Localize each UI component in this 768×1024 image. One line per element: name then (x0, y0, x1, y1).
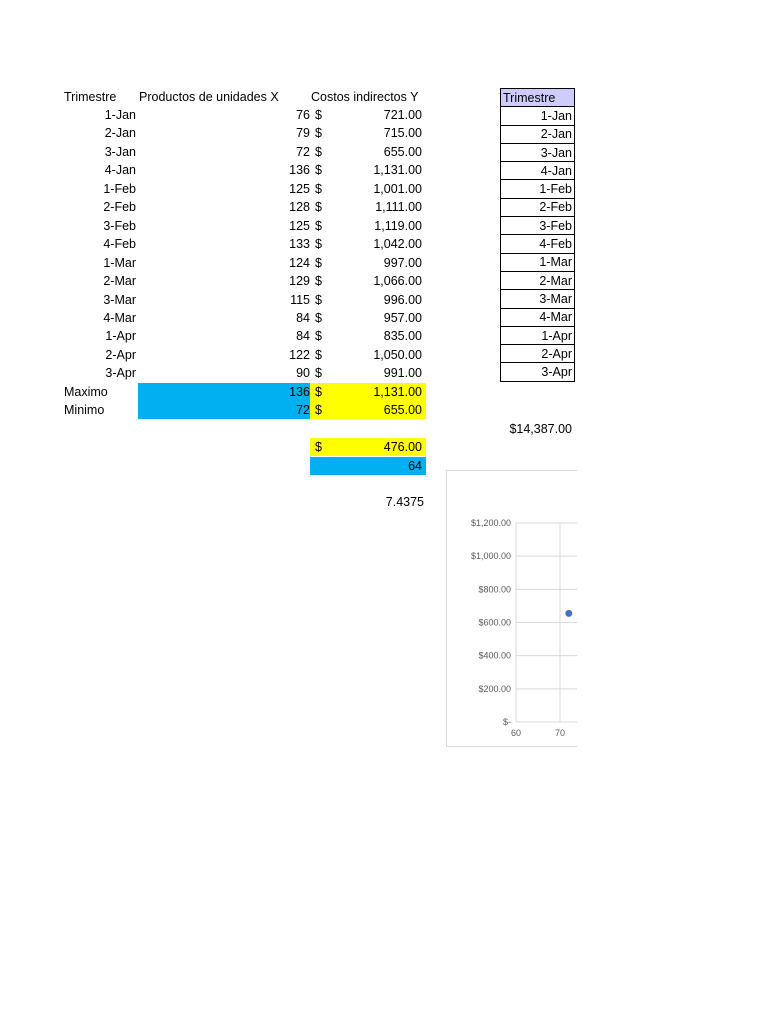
min-label[interactable]: Minimo (64, 403, 105, 417)
trimestre-table-cell[interactable]: 3-Feb (501, 217, 575, 235)
trimestre-table-cell[interactable]: 1-Mar (501, 253, 575, 271)
trimestre-table-cell[interactable]: 3-Apr (501, 363, 575, 381)
row-period[interactable]: 3-Feb (103, 218, 136, 233)
y-tick-label: $1,000.00 (470, 551, 511, 562)
scatter-chart[interactable] (446, 470, 577, 747)
trimestre-table-cell[interactable]: 4-Jan (501, 162, 575, 180)
row-period[interactable]: 2-Jan (104, 126, 136, 141)
table-row (501, 308, 575, 326)
y-tick-label: $400.00 (478, 650, 511, 661)
table-row (501, 125, 575, 143)
table-row (501, 253, 575, 271)
row-units[interactable]: 90 (296, 366, 310, 381)
table-row (501, 326, 575, 344)
row-units[interactable]: 136 (289, 163, 310, 178)
row-period[interactable]: 1-Apr (105, 329, 136, 344)
y-tick-label: $1,200.00 (470, 518, 511, 528)
y-tick-label: $600.00 (478, 617, 511, 628)
row-cost[interactable]: 991.00 (383, 366, 422, 381)
row-period[interactable]: 1-Mar (103, 255, 136, 270)
row-period[interactable]: 2-Mar (103, 274, 136, 289)
trimestre-table-cell[interactable]: 2-Apr (501, 345, 575, 363)
table-row (501, 89, 575, 107)
y-tick-label: $200.00 (478, 683, 511, 694)
max-cost-cell[interactable]: 1,131.00 (373, 385, 422, 399)
diff-units-cell[interactable]: 64 (408, 459, 422, 473)
header-costos[interactable]: Costos indirectos Y (311, 90, 419, 104)
table-row (501, 271, 575, 289)
header-productos[interactable]: Productos de unidades X (139, 90, 279, 104)
row-period[interactable]: 2-Apr (105, 347, 136, 362)
row-units[interactable]: 129 (289, 274, 310, 289)
row-units[interactable]: 72 (296, 144, 310, 159)
row-currency: $ (315, 181, 322, 196)
row-currency: $ (315, 144, 322, 159)
max-currency: $ (315, 385, 322, 399)
table-row (501, 107, 575, 125)
y-tick-label: $- (502, 717, 511, 727)
row-period[interactable]: 3-Apr (105, 366, 136, 381)
total-cell[interactable]: $14,387.00 (509, 422, 572, 436)
row-cost[interactable]: 655.00 (383, 144, 422, 159)
min-units-cell[interactable]: 72 (296, 403, 310, 417)
row-period[interactable]: 1-Feb (103, 181, 136, 196)
row-cost[interactable]: 1,066.00 (373, 274, 422, 289)
min-cost-cell[interactable]: 655.00 (383, 403, 422, 417)
row-period[interactable]: 1-Jan (104, 108, 136, 122)
row-currency: $ (315, 366, 322, 381)
row-units[interactable]: 128 (289, 200, 310, 215)
x-tick-label: 60 (510, 728, 522, 738)
row-cost[interactable]: 1,001.00 (373, 181, 422, 196)
row-currency: $ (315, 108, 322, 122)
row-cost[interactable]: 1,050.00 (373, 347, 422, 362)
row-period[interactable]: 3-Jan (104, 144, 136, 159)
row-currency: $ (315, 126, 322, 141)
row-cost[interactable]: 715.00 (383, 126, 422, 141)
row-cost[interactable]: 1,131.00 (373, 163, 422, 178)
min-currency: $ (315, 403, 322, 417)
row-units[interactable]: 84 (296, 329, 310, 344)
header-trimestre[interactable]: Trimestre (64, 90, 117, 104)
row-cost[interactable]: 1,119.00 (374, 218, 422, 233)
row-currency: $ (315, 329, 322, 344)
row-currency: $ (315, 200, 322, 215)
y-tick-label: $800.00 (478, 584, 511, 595)
row-units[interactable]: 133 (289, 237, 310, 252)
trimestre-table-cell[interactable]: 4-Mar (501, 308, 575, 326)
row-units[interactable]: 115 (290, 292, 310, 307)
trimestre-table-header[interactable]: Trimestre (501, 89, 575, 107)
table-row (501, 143, 575, 161)
row-currency: $ (315, 218, 322, 233)
row-units[interactable]: 125 (289, 218, 310, 233)
table-row (501, 198, 575, 216)
table-row (501, 180, 575, 198)
x-tick-label: 70 (554, 728, 566, 738)
row-units[interactable]: 76 (296, 108, 310, 122)
row-currency: $ (315, 255, 322, 270)
table-row (501, 217, 575, 235)
max-units-cell[interactable]: 136 (289, 385, 310, 399)
rate-cell[interactable]: 7.4375 (385, 495, 424, 509)
trimestre-table (500, 88, 575, 382)
row-cost[interactable]: 996.00 (383, 292, 422, 307)
diff-cost-cell[interactable]: 476.00 (383, 440, 422, 454)
row-cost[interactable]: 997.00 (383, 255, 422, 270)
trimestre-table-cell[interactable]: 1-Jan (501, 107, 575, 125)
row-period[interactable]: 4-Mar (103, 310, 136, 325)
trimestre-table-cell[interactable]: 2-Mar (501, 271, 575, 289)
row-period[interactable]: 4-Jan (104, 163, 136, 178)
row-cost[interactable]: 721.00 (383, 108, 422, 122)
row-units[interactable]: 125 (289, 181, 310, 196)
row-cost[interactable]: 1,042.00 (373, 237, 422, 252)
table-row (501, 363, 575, 381)
trimestre-table-cell[interactable]: 2-Feb (501, 198, 575, 216)
trimestre-table-cell[interactable]: 3-Jan (501, 143, 575, 161)
row-currency: $ (315, 163, 322, 178)
row-units[interactable]: 84 (296, 310, 310, 325)
row-units[interactable]: 122 (289, 347, 310, 362)
row-units[interactable]: 124 (289, 255, 310, 270)
table-row (501, 290, 575, 308)
row-currency: $ (315, 292, 322, 307)
table-row (501, 235, 575, 253)
trimestre-table-cell[interactable]: 2-Jan (501, 125, 575, 143)
data-point[interactable] (565, 610, 572, 617)
row-period[interactable]: 4-Feb (103, 237, 136, 252)
table-row (501, 162, 575, 180)
trimestre-table-cell[interactable]: 1-Feb (501, 180, 575, 198)
row-period[interactable]: 2-Feb (103, 200, 136, 215)
trimestre-table-cell[interactable]: 4-Feb (501, 235, 575, 253)
diff-currency: $ (315, 440, 322, 454)
chart-svg (447, 471, 577, 746)
row-cost[interactable]: 957.00 (383, 310, 422, 325)
row-currency: $ (315, 274, 322, 289)
row-currency: $ (315, 310, 322, 325)
trimestre-table-cell[interactable]: 1-Apr (501, 326, 575, 344)
row-period[interactable]: 3-Mar (103, 292, 136, 307)
table-row (501, 345, 575, 363)
row-cost[interactable]: 1,111.00 (375, 200, 422, 215)
trimestre-table-cell[interactable]: 3-Mar (501, 290, 575, 308)
max-label[interactable]: Maximo (64, 385, 108, 399)
row-currency: $ (315, 237, 322, 252)
row-cost[interactable]: 835.00 (383, 329, 422, 344)
row-units[interactable]: 79 (296, 126, 310, 141)
row-currency: $ (315, 347, 322, 362)
